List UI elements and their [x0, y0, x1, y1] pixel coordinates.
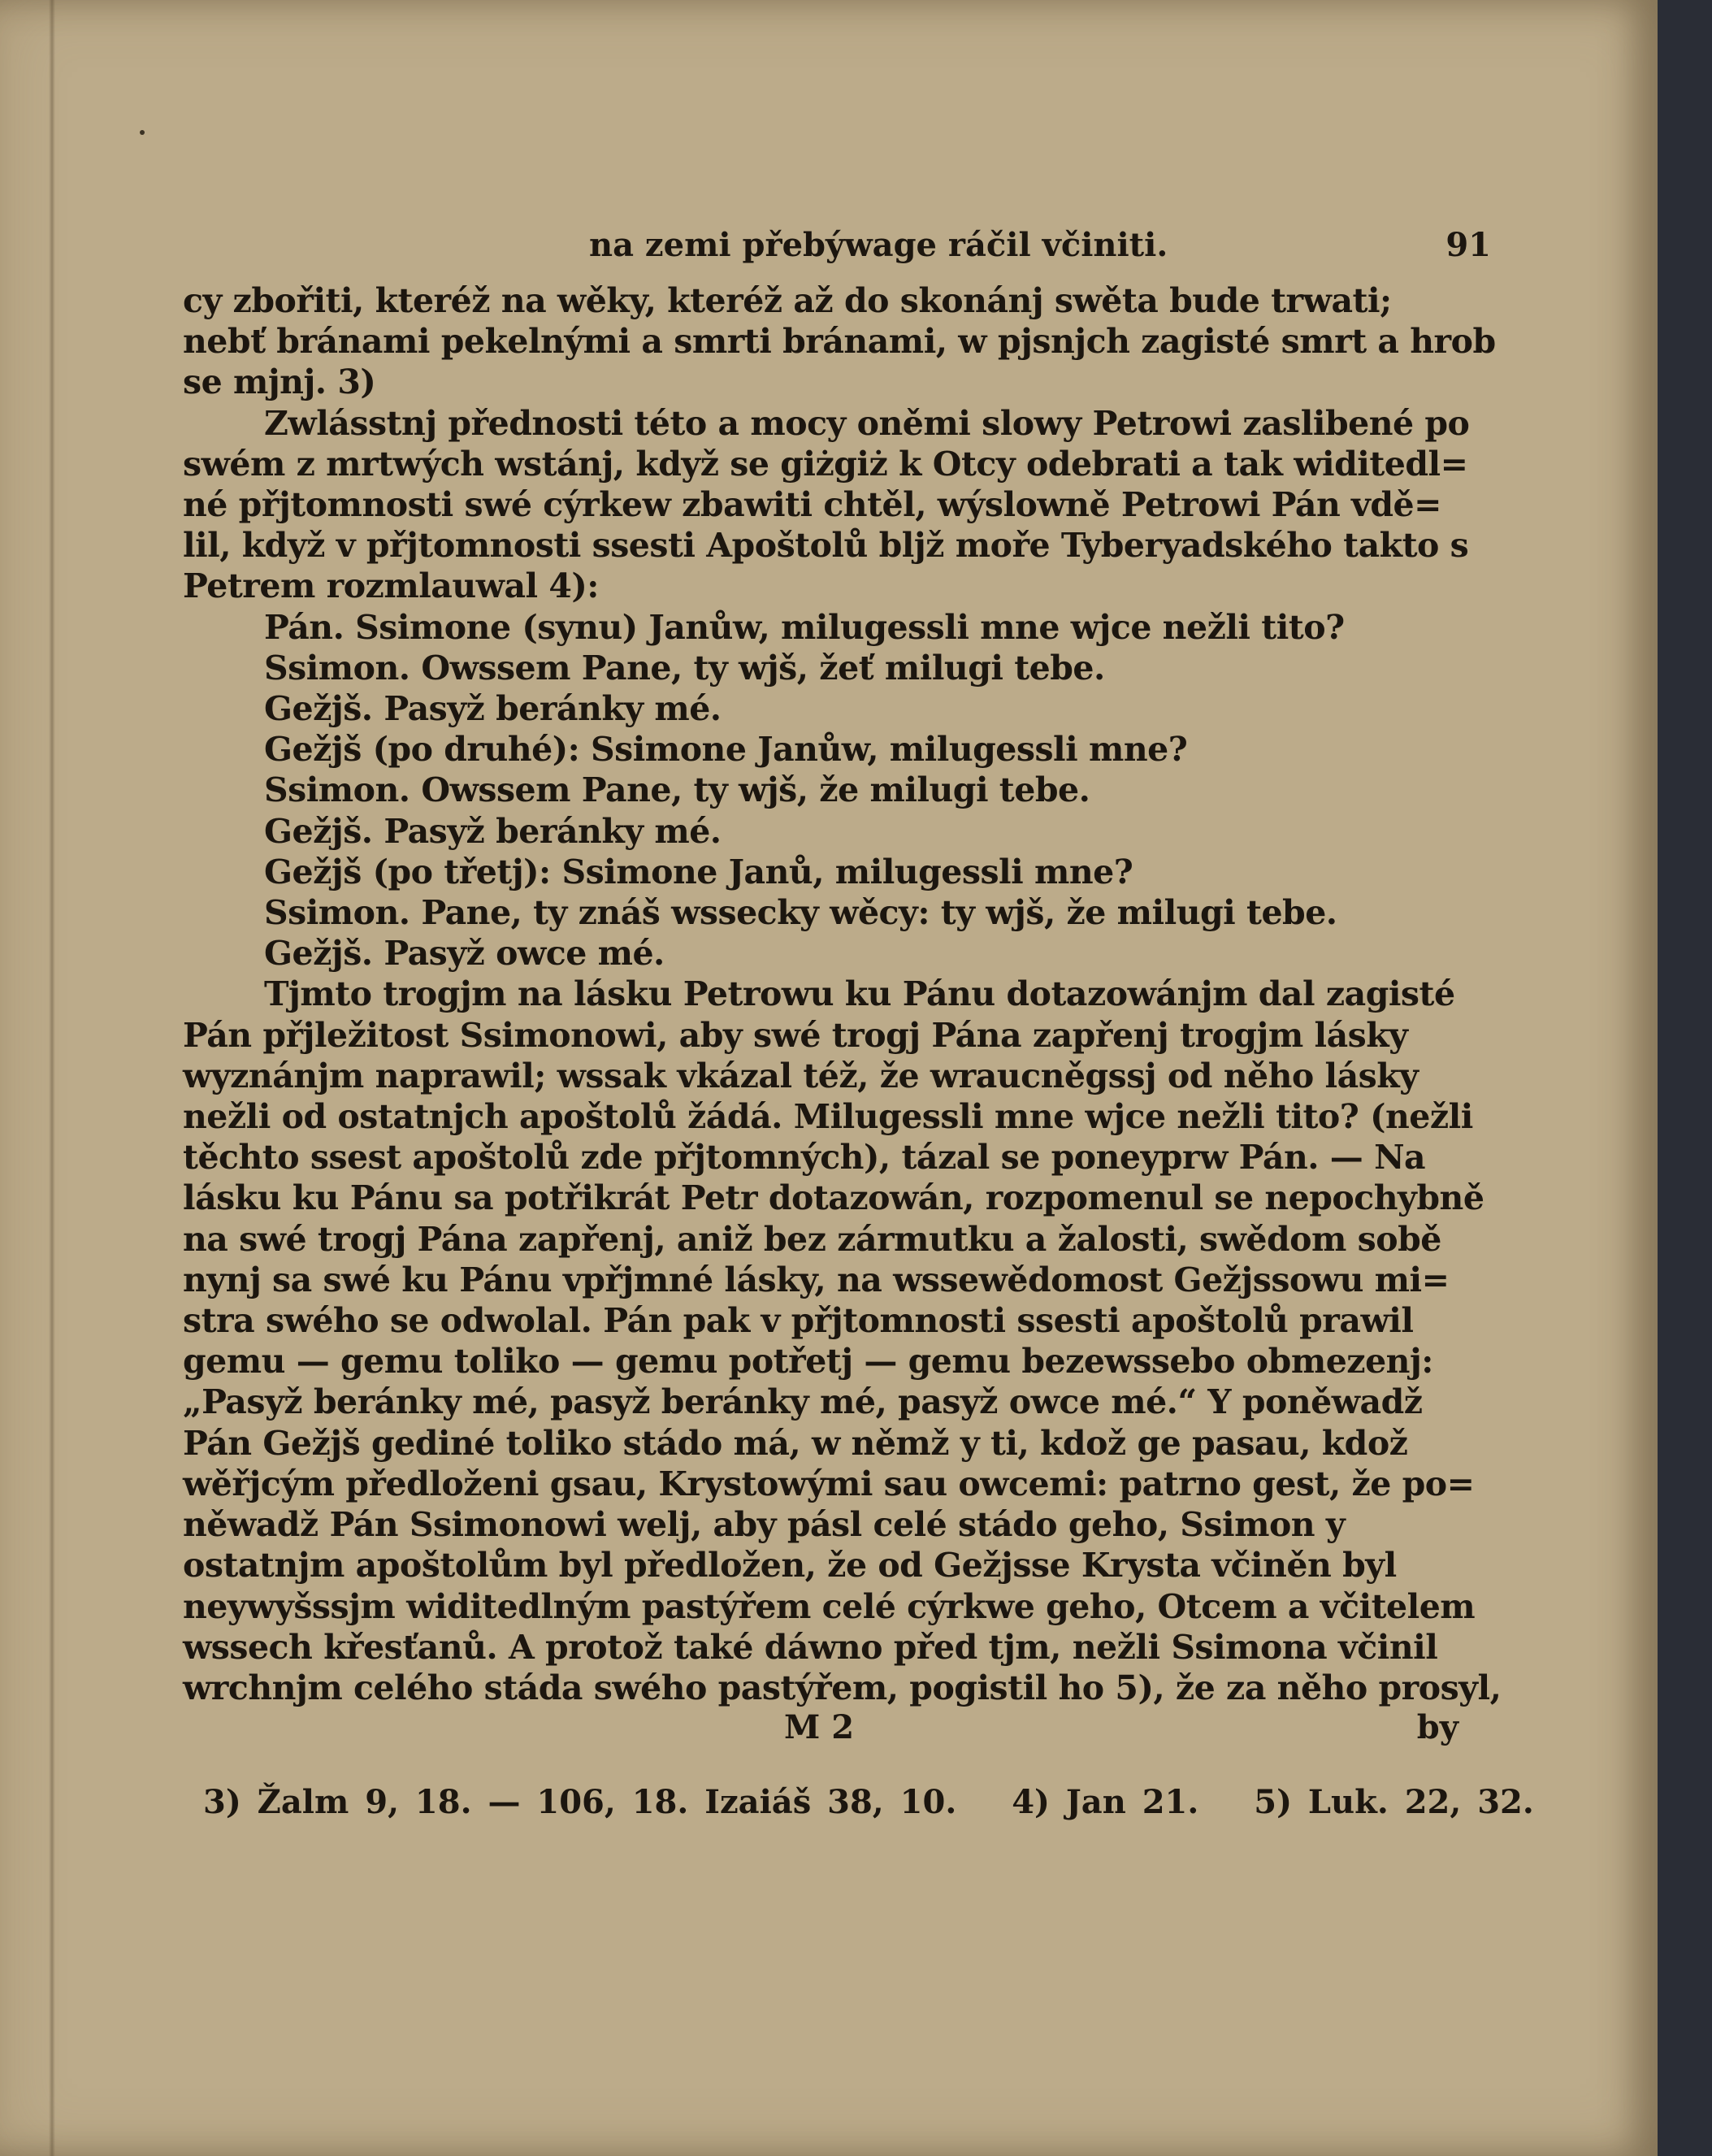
- page-header: [183, 219, 1491, 280]
- body-line: „Pasyž beránky mé, pasyž beránky mé, pasyž owce mé.“ Y poněwadž: [183, 1382, 1423, 1422]
- dialog-line: Pán. Ssimone (synu) Janůw, milugessli mne wjce nežli tito?: [264, 607, 1345, 647]
- footnote: 3) Žalm 9, 18. — 106, 18. Izaiáš 38, 10.: [203, 1783, 957, 1822]
- body-line: lásku ku Pánu sa potřikrát Petr dotazowán, rozpomenul se nepochybně: [183, 1178, 1484, 1218]
- footnote: 4) Jan 21.: [1012, 1783, 1199, 1822]
- dialog-line: Gežjš. Pasyž beránky mé.: [264, 689, 722, 729]
- body-line: nynj sa swé ku Pánu vpřjmné lásky, na wssewědomost Gežjssowu mi=: [183, 1260, 1450, 1299]
- body-line: na swé trogj Pána zapřenj, aniž bez zármutku a žalosti, swědom sobě: [183, 1219, 1441, 1259]
- body-line: nežli od ostatnjch apoštolů žádá. Milugessli mne wjce nežli tito? (nežli: [183, 1097, 1473, 1137]
- page-number: 91: [1445, 226, 1491, 264]
- body-line: Petrem rozmlauwal 4):: [183, 566, 599, 606]
- dialog-line: Gežjš (po druhé): Ssimone Janůw, milugessli mne?: [264, 730, 1188, 770]
- body-line: wssech křesťanů. A protož také dáwno před tjm, nežli Ssimona včinil: [183, 1627, 1438, 1667]
- body-line: wyznánjm naprawil; wssak vkázal též, že wraucněgssj od něho lásky: [183, 1056, 1419, 1095]
- running-title: na zemi přebýwage ráčil včiniti.: [589, 226, 1168, 264]
- body-line: něwadž Pán Ssimonowi welj, aby pásl celé stádo geho, Ssimon y: [183, 1505, 1346, 1545]
- body-line: Pán přjležitost Ssimonowi, aby swé trogj Pána zapřenj trogjm lásky: [183, 1015, 1408, 1055]
- body-line: né přjtomnosti swé cýrkew zbawiti chtěl, wýslowně Petrowi Pán vdě=: [183, 485, 1441, 525]
- catchword: by: [1416, 1708, 1458, 1747]
- ink-speck: [140, 130, 145, 135]
- dialog-line: Gežjš. Pasyž owce mé.: [264, 934, 665, 974]
- dialog-line: Ssimon. Pane, ty znáš wssecky wěcy: ty wjš, že milugi tebe.: [264, 893, 1337, 933]
- page-binding-shadow: [49, 0, 55, 2156]
- body-line: cy zbořiti, kteréž na wěky, kteréž až do skonánj swěta bude trwati;: [183, 281, 1392, 320]
- dialog-line: Gežjš (po třetj): Ssimone Janů, milugessli mne?: [264, 852, 1133, 891]
- body-line: těchto ssest apoštolů zde přjtomných), tázal se poneyprw Pán. — Na: [183, 1138, 1426, 1178]
- body-line: swém z mrtwých wstánj, když se giżgiż k Otcy odebrati a tak widitedl=: [183, 444, 1468, 484]
- body-line: lil, když v přjtomnosti ssesti Apoštolů bljž moře Tyberyadského takto s: [183, 526, 1469, 566]
- body-line: neywyšssjm widitedlným pastýřem celé cýrkwe geho, Otcem a včitelem: [183, 1586, 1476, 1626]
- page-text-block: [183, 219, 1534, 1822]
- body-line: se mjnj. 3): [183, 362, 376, 402]
- body-line: Tjmto trogjm na lásku Petrowu ku Pánu dotazowánjm dal zagisté: [264, 974, 1455, 1014]
- body-line: wěřjcým předloženi gsau, Krystowými sau owcemi: patrno gest, že po=: [183, 1464, 1475, 1503]
- dialog-line: Ssimon. Owssem Pane, ty wjš, že milugi tebe.: [264, 770, 1090, 810]
- dialog-line: Gežjš. Pasyž beránky mé.: [264, 811, 722, 851]
- signature-mark: M 2: [784, 1708, 855, 1747]
- dialog-line: Ssimon. Owssem Pane, ty wjš, žeť milugi tebe.: [264, 648, 1105, 688]
- catch-line: [183, 1708, 1491, 1750]
- body-line: ostatnjm apoštolům byl předložen, že od Gežjsse Krysta včiněn byl: [183, 1546, 1397, 1586]
- body-line: stra swého se odwolal. Pán pak v přjtomnosti ssesti apoštolů prawil: [183, 1301, 1414, 1341]
- footnote: 5) Luk. 22, 32.: [1254, 1783, 1534, 1822]
- body-line: wrchnjm celého stáda swého pastýřem, pogistil ho 5), že za něho prosyl,: [183, 1668, 1502, 1707]
- body-line: Pán Gežjš gediné toliko stádo má, w němž y ti, kdož ge pasau, kdož: [183, 1423, 1408, 1463]
- body-line: Zwlásstnj přednosti této a mocy oněmi slowy Petrowi zaslibené po: [264, 403, 1470, 443]
- body-line: gemu — gemu toliko — gemu potřetj — gemu bezewssebo obmezenj:: [183, 1342, 1433, 1382]
- body-line: nebť bránami pekelnými a smrti bránami, w pjsnjch zagisté smrt a hrob: [183, 322, 1496, 362]
- footnotes: [183, 1783, 1534, 1822]
